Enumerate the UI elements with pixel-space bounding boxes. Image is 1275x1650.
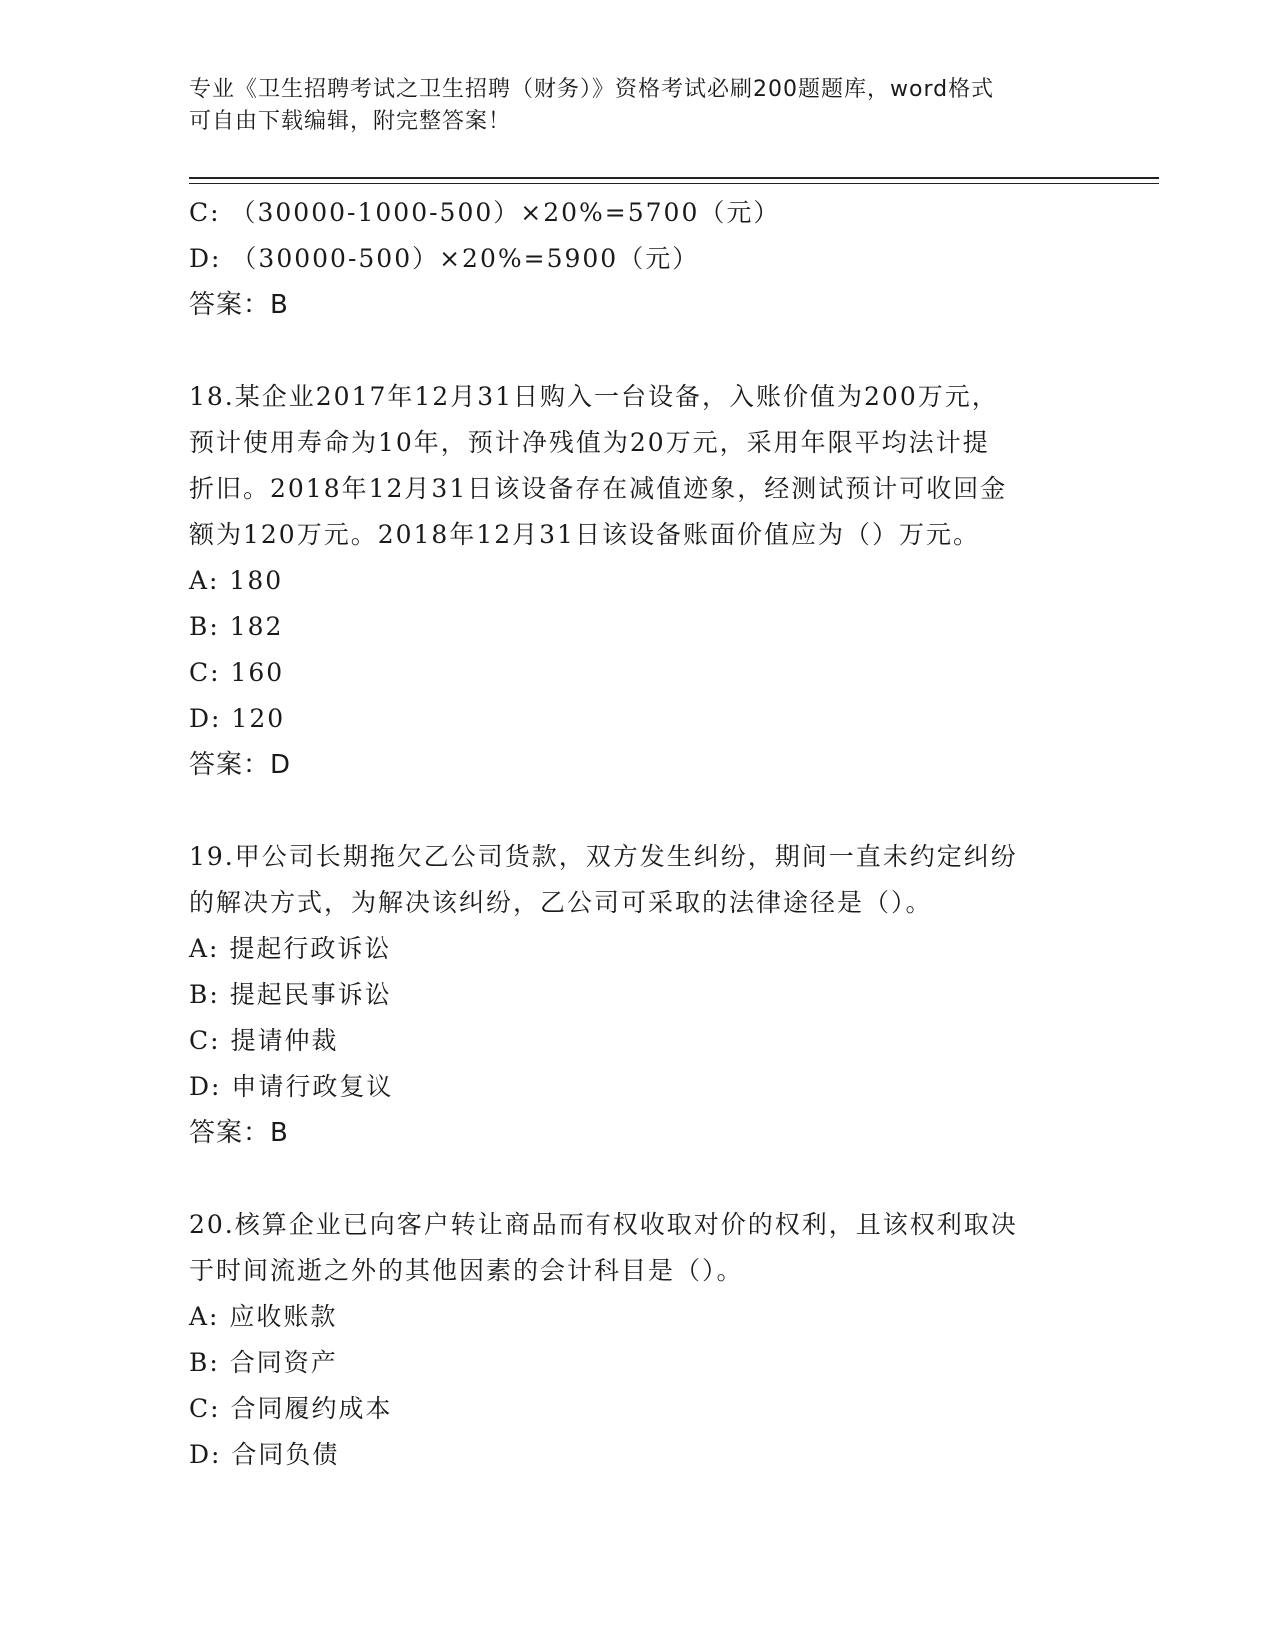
question-stem-line: 的解决方式，为解决该纠纷，乙公司可采取的法律途径是（）。 [189, 888, 933, 917]
answer-line: 答案：B [189, 290, 289, 320]
option-b: B: 合同资产 [189, 1348, 338, 1377]
question-stem-line: 折旧。2018年12月31日该设备存在减值迹象，经测试预计可收回金 [189, 474, 1008, 503]
question-stem-line: 20.核算企业已向客户转让商品而有权收取对价的权利，且该权利取决 [189, 1210, 1018, 1239]
option-a: A: 180 [189, 566, 284, 595]
question-18 [189, 374, 1119, 788]
header-divider-thick [189, 177, 1159, 179]
option-c: C: 合同履约成本 [189, 1394, 393, 1423]
option-b: B: 182 [189, 612, 284, 641]
header-title-line-2: 可自由下载编辑，附完整答案！ [189, 109, 512, 134]
question-stem-line: 预计使用寿命为10年，预计净残值为20万元，采用年限平均法计提 [189, 428, 990, 457]
question-stem-line: 19.甲公司长期拖欠乙公司货款，双方发生纠纷，期间一直未约定纠纷 [189, 842, 1018, 871]
option-d: D: （30000-500）×20%=5900（元） [189, 244, 700, 273]
option-b: B: 提起民事诉讼 [189, 980, 392, 1009]
option-a: A: 应收账款 [189, 1302, 338, 1331]
option-d: D: 120 [189, 704, 286, 733]
document-body [189, 190, 1119, 1478]
header-title-line-1: 专业《卫生招聘考试之卫生招聘（财务）》资格考试必刷200题题库，word格式 [189, 77, 995, 102]
spacer [189, 328, 1119, 374]
option-c: C: 提请仲裁 [189, 1026, 339, 1055]
question-stem-line: 额为120万元。2018年12月31日该设备账面价值应为（）万元。 [189, 520, 980, 549]
header-divider-thin [189, 183, 1159, 184]
answer-line: 答案：D [189, 750, 292, 780]
option-c: C: 160 [189, 658, 285, 687]
option-a: A: 提起行政诉讼 [189, 934, 392, 963]
question-19 [189, 834, 1119, 1156]
question-stem-line: 于时间流逝之外的其他因素的会计科目是（）。 [189, 1256, 744, 1285]
option-d: D: 合同负债 [189, 1440, 340, 1469]
spacer [189, 1156, 1119, 1202]
question-20 [189, 1202, 1119, 1478]
spacer [189, 788, 1119, 834]
option-c: C: （30000-1000-500）×20%=5700（元） [189, 198, 781, 227]
option-d: D: 申请行政复议 [189, 1072, 394, 1101]
answer-line: 答案：B [189, 1118, 289, 1148]
document-header [189, 74, 1089, 138]
question-17-continued [189, 190, 1119, 328]
question-stem-line: 18.某企业2017年12月31日购入一台设备，入账价值为200万元， [189, 382, 999, 411]
